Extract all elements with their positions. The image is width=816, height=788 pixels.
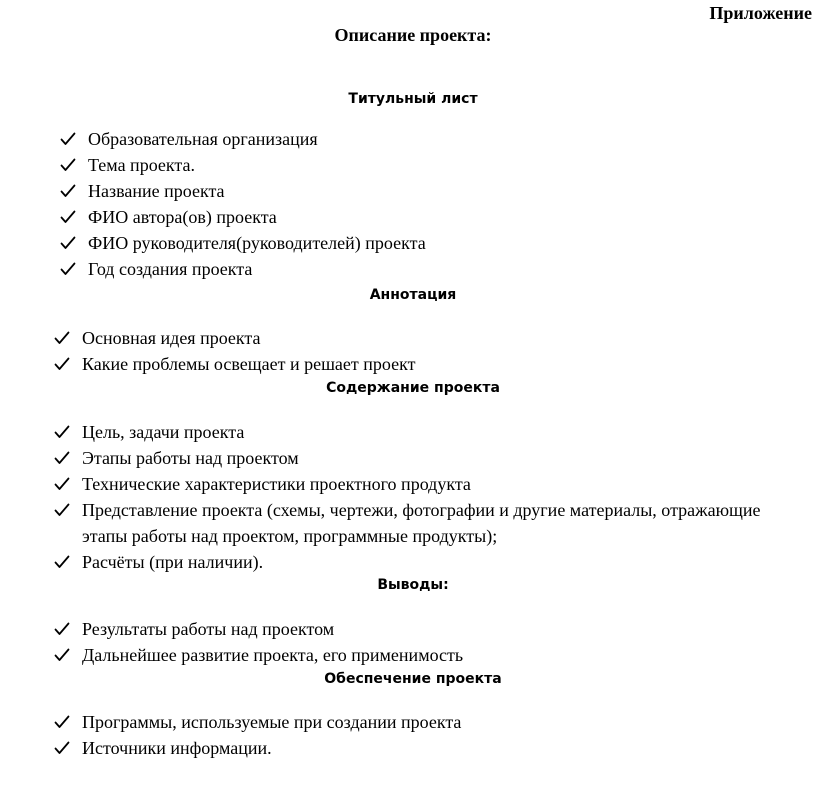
list-item: Источники информации.	[82, 738, 272, 758]
checkmark-icon	[54, 714, 70, 730]
appendix-label: Приложение	[709, 3, 812, 23]
checkmark-icon	[60, 131, 76, 147]
list-item: Представление проекта (схемы, чертежи, фотографии и другие материалы, отражающие	[82, 500, 761, 520]
checkmark-icon	[60, 157, 76, 173]
checkmark-icon	[54, 330, 70, 346]
list-item: ФИО автора(ов) проекта	[88, 207, 277, 227]
checkmark-icon	[54, 554, 70, 570]
checkmark-icon	[60, 209, 76, 225]
list-item: Основная идея проекта	[82, 328, 261, 348]
checkmark-icon	[60, 183, 76, 199]
list-item: Технические характеристики проектного продукта	[82, 474, 471, 494]
checkmark-icon	[54, 740, 70, 756]
section-heading-conclusions: Выводы:	[377, 577, 449, 593]
section-heading-contents: Содержание проекта	[326, 380, 500, 396]
list-item: Образовательная организация	[88, 129, 318, 149]
list-item: Год создания проекта	[88, 259, 253, 279]
list-item: Этапы работы над проектом	[82, 448, 299, 468]
list-item: Программы, используемые при создании проекта	[82, 712, 462, 732]
checkmark-icon	[54, 476, 70, 492]
document-title: Описание проекта:	[334, 25, 492, 45]
checkmark-icon	[54, 424, 70, 440]
checkmark-icon	[54, 450, 70, 466]
list-item: Название проекта	[88, 181, 225, 201]
list-item: ФИО руководителя(руководителей) проекта	[88, 233, 426, 253]
section-heading-title-page: Титульный лист	[348, 91, 478, 107]
list-item: Какие проблемы освещает и решает проект	[82, 354, 416, 374]
section-heading-annotation: Аннотация	[369, 287, 457, 303]
checkmark-icon	[54, 621, 70, 637]
checkmark-icon	[54, 502, 70, 518]
checkmark-icon	[54, 647, 70, 663]
checkmark-icon	[54, 356, 70, 372]
list-item: Расчёты (при наличии).	[82, 552, 264, 572]
list-item: Результаты работы над проектом	[82, 619, 335, 639]
list-item: Тема проекта.	[88, 155, 195, 175]
checkmark-icon	[60, 261, 76, 277]
list-item: Дальнейшее развитие проекта, его применимость	[82, 645, 464, 665]
list-item-continuation: этапы работы над проектом, программные продукты);	[82, 526, 498, 546]
checkmark-icon	[60, 235, 76, 251]
list-item: Цель, задачи проекта	[82, 422, 245, 442]
section-heading-resources: Обеспечение проекта	[324, 671, 502, 687]
